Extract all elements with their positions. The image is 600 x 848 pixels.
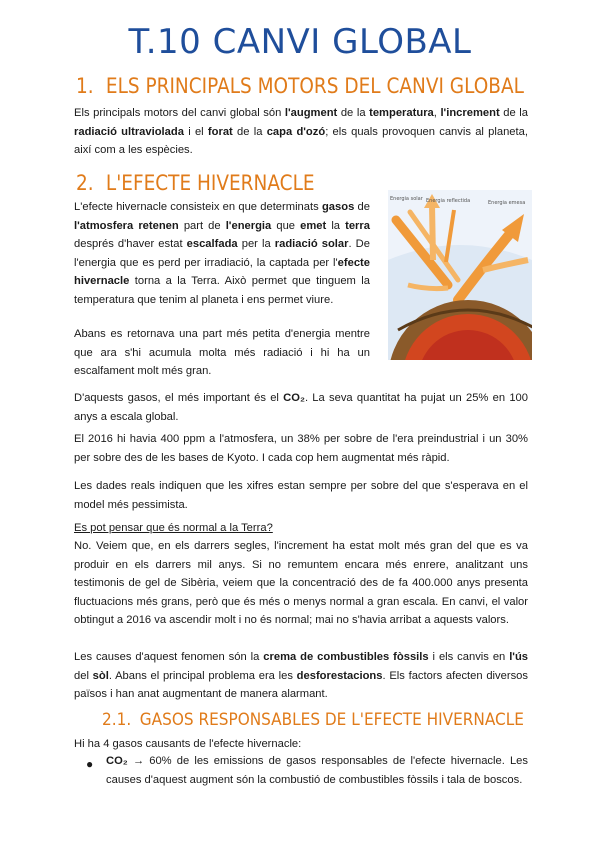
section-1-paragraph [74,104,528,160]
bullet-icon: ● [86,757,94,771]
bold-term: l'augment [284,107,338,119]
bold-term: l'energia [225,219,272,232]
text-run: → 60% de les emissions de gasos responsables de l'efecte hivernacle. Les causes d'aquest augment són la combustió de combustibles fòssils i tala de boscos. [106,755,528,786]
section-2-question: Es pot pensar que és normal a la Terra? [74,522,273,534]
gas-list-item [106,752,528,789]
bold-term: l'ús [509,651,529,663]
text-run: No. Veiem que, en els darrers segles, l'increment ha estat molt més gran del que es va produir en els darrers mil anys. Si no remuntem encara més enrere, analitzant uns testimonis de gel de Sibèria, veiem que la concentració des de fa 400.000 anys presenta fluctuacions més grans, però que és més o menys normal a gran escala. En canvi, el valor obtingut a 2016 va ascendir molt i no és normal; mai no s'havia arribat a aquests valors. [74,540,528,626]
text-run: . Els factors afecten diversos països i han anat augmentant de manera alarmant. [74,669,528,700]
figure-label-emitted: Energia emesa [488,200,526,206]
section-2-paragraph-6 [74,537,528,630]
bold-term: crema de combustibles fòssils [263,651,429,663]
bold-term: capa d'ozó [266,125,326,138]
section-2-paragraph-4 [74,430,528,467]
bold-term: escalfada [186,238,238,250]
text-run: Abans es retornava una part més petita d'energia mentre que ara s'hi acumula molta més radiació i hi ha un escalfament molt més gran. [74,328,370,377]
bold-term: temperatura [369,107,434,119]
text-run: ; els quals provoquen canvis al planeta, així com a les espècies. [74,125,528,156]
bold-term: forat [207,125,233,138]
greenhouse-effect-illustration [388,190,532,360]
text-run: . Abans el principal problema era les [108,669,297,682]
text-run: la [326,219,346,232]
text-run: El 2016 hi havia 400 ppm a l'atmosfera, un 38% per sobre de l'era preindustrial i un 30% per sobre des de les bases de Kyoto. I cada cop hem augmentat més ràpid. [74,433,528,464]
section-2-number: 2. [76,171,94,195]
bold-term: l'increment [440,107,500,119]
text-run: de la [232,125,267,138]
bold-term: radiació ultraviolada [74,125,184,138]
text-run: i el [183,125,208,138]
section-2-1-title: GASOS RESPONSABLES DE L'EFECTE HIVERNACLE [139,710,524,730]
text-run: L'efecte hivernacle consisteix en que determinats [74,201,322,213]
bold-term: gasos [321,201,355,213]
text-run: D'aquests gasos, el més important és el [74,392,284,404]
page-title: T.10 CANVI GLOBAL [128,22,472,62]
text-run: . De l'energia que es perd per irradiació, la captada per l' [74,238,370,269]
bold-term: radiació solar [274,238,349,250]
figure-label-reflected: Energia reflectida [426,198,471,204]
section-2-paragraph-1 [74,198,370,309]
text-run: Les dades reals indiquen que les xifres estan sempre per sobre del que s'esperava en el model més pessimista. [74,480,528,511]
section-2-paragraph-5 [74,477,528,514]
section-2-1-number: 2.1. [102,710,132,730]
greenhouse-diagram-svg [388,190,532,360]
bold-term: desforestacions [296,669,383,682]
section-2-title: L'EFECTE HIVERNACLE [105,171,315,195]
text-run: , [433,107,441,119]
text-run: part de [178,219,226,232]
section-2-paragraph-3 [74,389,528,426]
bold-term: sòl [92,669,109,682]
section-2-paragraph-7 [74,648,528,704]
section-2-heading [76,171,315,195]
text-run: Les causes d'aquest fenomen són la [74,651,264,663]
text-run: per la [237,238,275,250]
section-2-1-intro: Hi ha 4 gasos causants de l'efecte hivernacle: [74,738,302,750]
text-run: del [74,669,93,682]
bold-term: l'atmosfera retenen [74,219,179,232]
section-1-number: 1. [76,74,94,98]
section-2-paragraph-2 [74,325,370,381]
bold-term: CO₂ [106,755,128,767]
text-run: de la [499,107,528,119]
text-run: torna a la Terra. Això permet que tinguem la temperatura que tenim al planeta i ens permet viure. [74,275,370,306]
figure-label-solar: Energia solar [390,196,423,202]
text-run: i els canvis en [428,651,510,663]
text-run: de [354,201,370,213]
section-1-title: ELS PRINCIPALS MOTORS DEL CANVI GLOBAL [105,74,524,98]
section-1-heading [76,74,524,98]
bold-term: efecte hivernacle [74,256,370,287]
bold-term: CO₂ [283,392,305,404]
text-run: que [271,219,301,232]
text-run: després d'haver estat [74,238,187,250]
bold-term: terra [345,219,370,232]
text-run: . La seva quantitat ha pujat un 25% en 100 anys a escala global. [74,392,528,423]
text-run: de la [337,107,370,119]
section-2-1-heading [102,710,524,730]
bold-term: emet [300,219,327,232]
text-run: Els principals motors del canvi global són [74,107,285,119]
reflected-arrow-1 [432,204,433,260]
